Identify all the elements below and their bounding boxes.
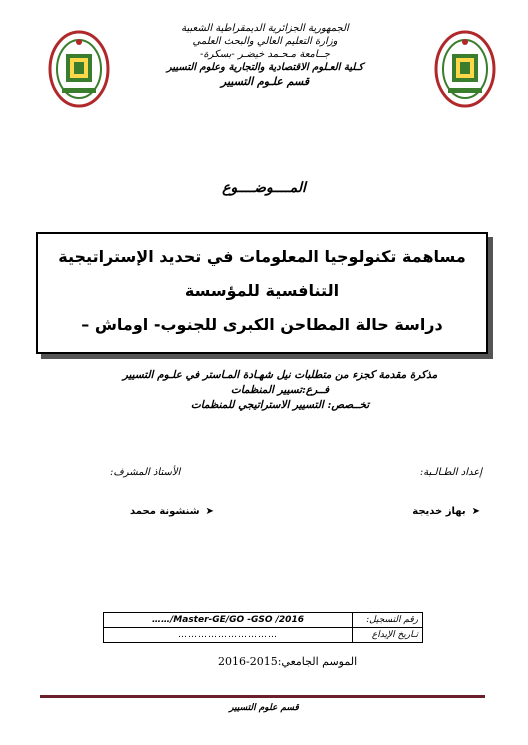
deposit-date-value: ………………………… [104,628,353,643]
memo-description [100,368,460,413]
registration-number-label: رقم التسجيل: [353,613,423,628]
university-line: جــامعة مـحـمد خيضـر -بسكرة- [200,49,330,60]
registration-number-value: ……/Master-GE/GO -GSO /2016 [104,613,353,628]
student-name: بهاز خديجة [412,506,466,517]
footer-divider [40,695,485,698]
supervisor-name: شنشونة محمد [130,506,200,517]
arrow-bullet-icon: ➤ [471,506,480,517]
faculty-line: كـلية العـلوم الاقتصادية والتجارية وعلوم التسيير [166,62,364,73]
memo-branch: فــرع:تسيير المنظمات [230,384,330,396]
footer-department: قسم علوم التسيير [229,703,299,713]
supervisor-label: الأستاذ المشرف: [110,467,181,478]
thesis-title-line-2: التنافسية للمؤسسة [184,281,340,300]
university-logo-right [434,30,496,108]
memo-line-1: مذكرة مقدمة كجزء من متطلبات نيل شهـادة المـاستر في علـوم التسيير [122,369,438,381]
student-name-row [412,506,480,517]
deposit-date-row [104,628,423,643]
university-logo-left [48,30,110,108]
prepared-by-label: إعداد الطـالـبة: [419,467,482,478]
department-line: قسم علـوم التسيير [220,75,310,88]
thesis-title-line-3: دراسة حالة المطاحن الكبرى للجنوب- اوماش – [81,315,443,334]
registration-row [104,613,423,628]
deposit-date-label: تـاريخ الإيداع [353,628,423,643]
thesis-title-line-1: مساهمة تكنولوجيا المعلومات في تحديد الإستراتيجية [58,247,466,266]
arrow-bullet-icon: ➤ [205,506,214,517]
institution-header [120,22,410,90]
registration-table [103,612,423,643]
subject-label: المــــوضــــوع [222,180,306,196]
ministry-line: وزارة التعليم العالي والبحث العلمي [192,36,338,47]
academic-season: الموسم الجامعي:2015-2016 [218,655,358,668]
republic-line: الجمهورية الجزائرية الديمقراطية الشعبية [181,23,349,34]
memo-specialty: تخــصص: التسيير الاستراتيجي للمنظمات [190,399,370,411]
thesis-title-box [36,232,488,354]
supervisor-name-row [130,506,214,517]
